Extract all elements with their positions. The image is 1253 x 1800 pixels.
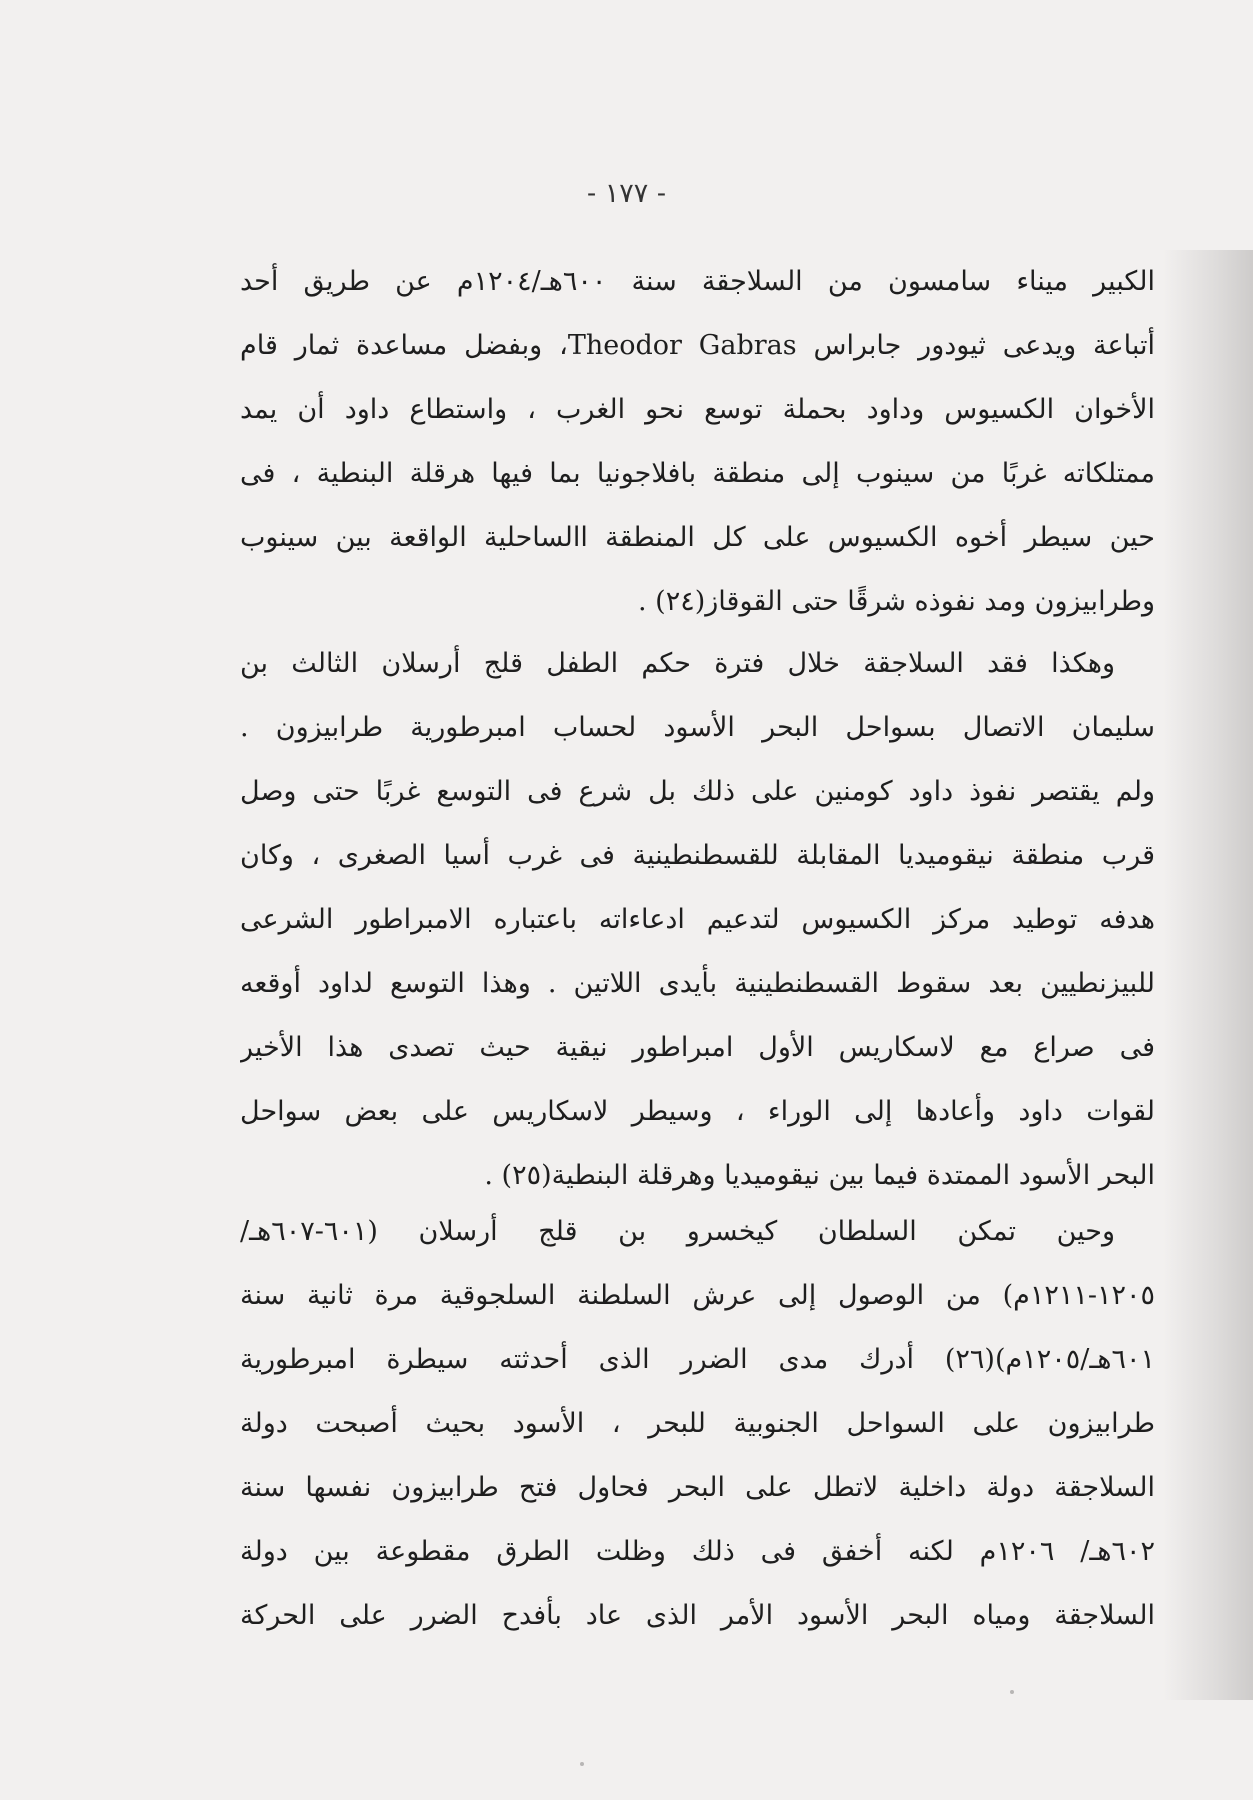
text-line: السلاجقة ومياه البحر الأسود الأمر الذى عاد بأفدح الضرر على الحركة <box>240 1600 1155 1631</box>
text-line: وحين تمكن السلطان كيخسرو بن قلج أرسلان (٦٠١-٦٠٧هـ/ <box>240 1216 1115 1247</box>
text-line: سليمان الاتصال بسواحل البحر الأسود لحساب امبرطورية طرابيزون . <box>240 712 1155 743</box>
page-number: - ١٧٧ - <box>587 178 666 209</box>
text-line: للبيزنطيين بعد سقوط القسطنطينية بأيدى اللاتين . وهذا التوسع لداود أوقعه <box>240 968 1155 999</box>
text-line: قرب منطقة نيقوميديا المقابلة للقسطنطينية فى غرب أسيا الصغرى ، وكان <box>240 840 1155 871</box>
text-line: الأخوان الكسيوس وداود بحملة توسع نحو الغرب ، واستطاع داود أن يمد <box>240 394 1155 425</box>
text-line: ممتلكاته غربًا من سينوب إلى منطقة بافلاجونيا بما فيها هرقلة البنطية ، فى <box>240 458 1155 489</box>
text-line: هدفه توطيد مركز الكسيوس لتدعيم ادعاءاته باعتباره الامبراطور الشرعى <box>240 904 1155 935</box>
text-line: ٦٠١هـ/١٢٠٥م)(٢٦) أدرك مدى الضرر الذى أحدثته سيطرة امبرطورية <box>240 1344 1155 1375</box>
text-line: الكبير ميناء سامسون من السلاجقة سنة ٦٠٠هـ/١٢٠٤م عن طريق أحد <box>240 266 1155 297</box>
text-line: أتباعة ويدعى ثيودور جابراس Theodor Gabras، وبفضل مساعدة ثمار قام <box>240 330 1155 361</box>
paragraph-2 <box>240 632 1155 1208</box>
text-line: السلاجقة دولة داخلية لاتطل على البحر فحاول فتح طرابيزون نفسها سنة <box>240 1472 1155 1503</box>
paragraph-1 <box>240 250 1155 634</box>
page-edge-shadow <box>1163 250 1253 1700</box>
text-line: لقوات داود وأعادها إلى الوراء ، وسيطر لاسكاريس على بعض سواحل <box>240 1096 1155 1127</box>
text-line: ٦٠٢هـ/ ١٢٠٦م لكنه أخفق فى ذلك وظلت الطرق مقطوعة بين دولة <box>240 1536 1155 1567</box>
text-line: وطرابيزون ومد نفوذه شرقًا حتى القوقاز(٢٤) . <box>638 586 1155 617</box>
text-line: وهكذا فقد السلاجقة خلال فترة حكم الطفل قلج أرسلان الثالث بن <box>240 648 1115 679</box>
paragraph-3 <box>240 1200 1155 1648</box>
text-line: فى صراع مع لاسكاريس الأول امبراطور نيقية حيث تصدى هذا الأخير <box>240 1032 1155 1063</box>
scan-speck <box>580 1762 584 1766</box>
text-line: طرابيزون على السواحل الجنوبية للبحر ، الأسود بحيث أصبحت دولة <box>240 1408 1155 1439</box>
scan-speck <box>1010 1690 1014 1694</box>
text-line: حين سيطر أخوه الكسيوس على كل المنطقة االساحلية الواقعة بين سينوب <box>240 522 1155 553</box>
text-line: ١٢٠٥-١٢١١م) من الوصول إلى عرش السلطنة السلجوقية مرة ثانية سنة <box>240 1280 1155 1311</box>
text-line: ولم يقتصر نفوذ داود كومنين على ذلك بل شرع فى التوسع غربًا حتى وصل <box>240 776 1155 807</box>
text-line: البحر الأسود الممتدة فيما بين نيقوميديا وهرقلة البنطية(٢٥) . <box>484 1160 1155 1191</box>
